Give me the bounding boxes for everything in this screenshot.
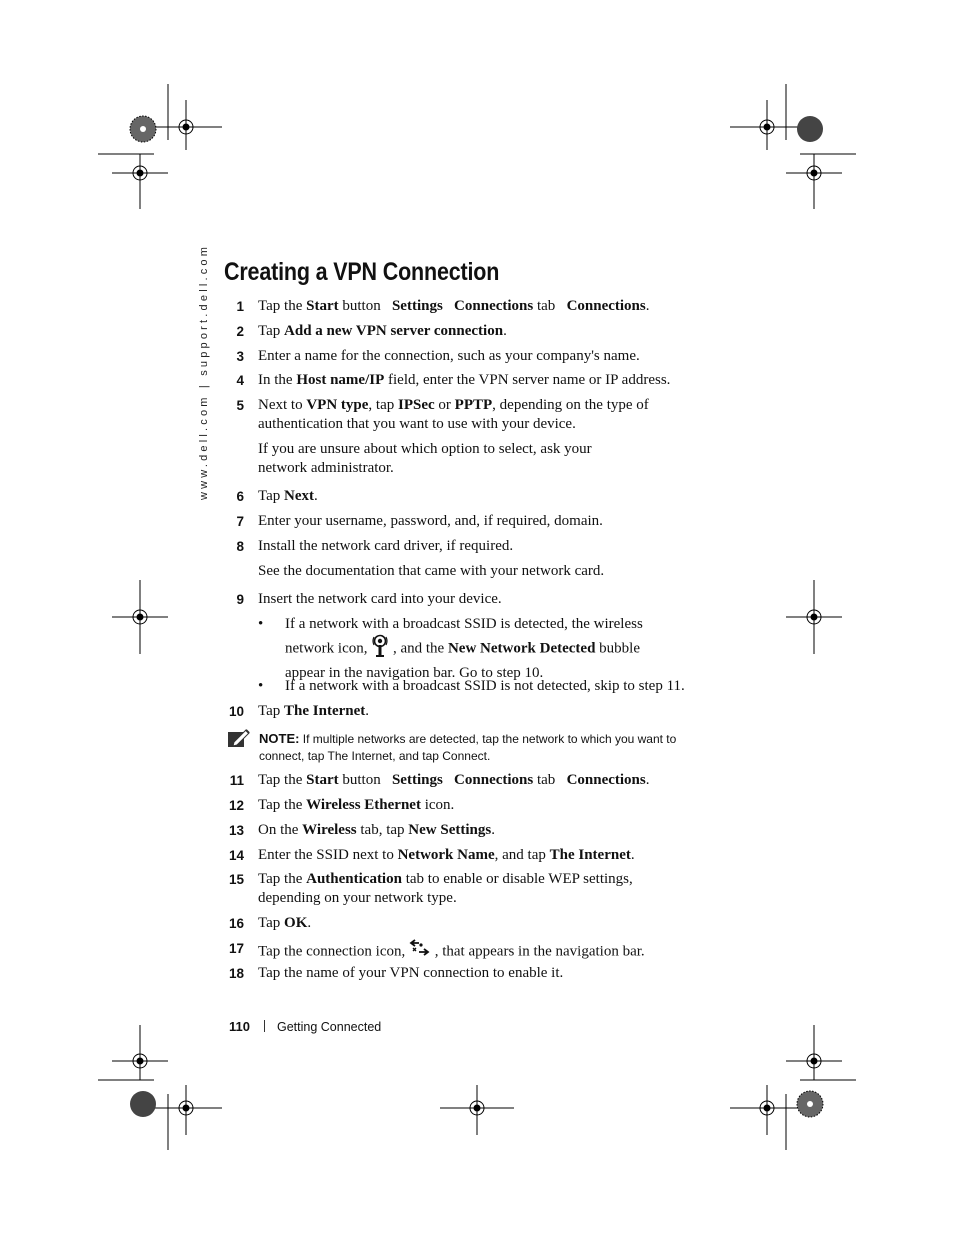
step-text: Tap the Start button Settings Connections tab Connections. — [258, 298, 650, 314]
step-number: 13 — [228, 823, 244, 838]
step-text: Tap the Wireless Ethernet icon. — [258, 797, 455, 813]
step-number: 8 — [236, 539, 244, 554]
bullet-dot: • — [258, 616, 264, 632]
note-text: NOTE: If multiple networks are detected, tap the network to which you want to connect, tap The Internet, and tap Connect. — [259, 731, 677, 763]
bullet-text: If a network with a broadcast SSID is detected, the wireless network icon, , and the New Network Detected bubble appear in the navigation bar. Go to step 10. — [285, 616, 643, 681]
step-number: 15 — [228, 872, 244, 887]
step-number: 17 — [228, 941, 244, 956]
footer-section: Getting Connected — [276, 1020, 382, 1034]
step-text: Tap Next. — [258, 488, 318, 504]
step-text: In the Host name/IP field, enter the VPN server name or IP address. — [258, 372, 671, 388]
step-text: On the Wireless tab, tap New Settings. — [258, 822, 495, 838]
step-text: Tap the connection icon, , that appears in the navigation bar. — [258, 939, 708, 965]
step-number: 5 — [236, 398, 244, 413]
step-text: Insert the network card into your device. — [258, 591, 502, 607]
step-number: 12 — [228, 798, 244, 813]
step-text: Enter your username, password, and, if required, domain. — [258, 513, 603, 529]
step-number: 16 — [228, 916, 244, 931]
step-number: 18 — [228, 966, 244, 981]
step-number: 9 — [236, 592, 244, 607]
step-text: Tap the Authentication tab to enable or disable WEP settings, depending on your network type. — [258, 871, 633, 906]
step-5-paragraph: If you are unsure about which option to select, ask your network administrator. — [258, 441, 592, 476]
step-number: 1 — [236, 299, 244, 314]
step-number: 4 — [236, 373, 244, 388]
step-number: 11 — [229, 773, 244, 788]
step-number: 14 — [228, 848, 244, 863]
step-text: Tap Add a new VPN server connection. — [258, 323, 507, 339]
side-url: www.dell.com | support.dell.com — [198, 243, 210, 500]
step-text: Install the network card driver, if required. — [258, 538, 514, 554]
step-number: 10 — [228, 704, 244, 719]
step-text: Enter the SSID next to Network Name, and tap The Internet. — [258, 847, 635, 863]
step-number: 3 — [236, 349, 244, 364]
page-number: 110 — [229, 1019, 250, 1034]
page-title: Creating a VPN Connection — [224, 258, 500, 286]
step-text: Next to VPN type, tap IPSec or PPTP, depending on the type of authentication that you want to use with your device. — [258, 397, 649, 432]
bullet-text: If a network with a broadcast SSID is not detected, skip to step 11. — [285, 678, 685, 694]
step-text: Enter a name for the connection, such as your company's name. — [258, 348, 640, 364]
step-8-paragraph: See the documentation that came with your network card. — [258, 563, 605, 579]
step-text: Tap the Start button Settings Connections tab Connections. — [258, 772, 650, 788]
step-number: 6 — [236, 489, 244, 504]
step-text: Tap the name of your VPN connection to enable it. — [258, 965, 564, 981]
bullet-dot: • — [258, 678, 264, 694]
step-number: 2 — [236, 324, 244, 339]
step-text: Tap OK. — [258, 915, 312, 931]
step-number: 7 — [236, 514, 244, 529]
step-text: Tap The Internet. — [258, 703, 370, 719]
